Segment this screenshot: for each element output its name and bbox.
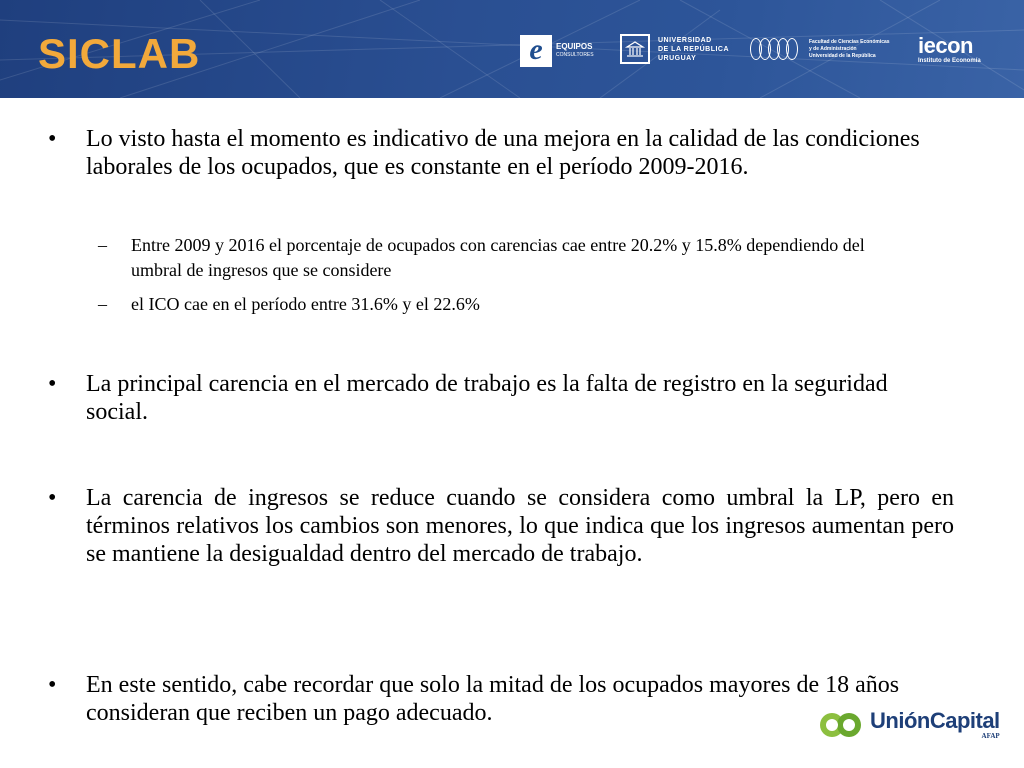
udelar-logo-line2: DE LA REPÚBLICA: [658, 45, 730, 53]
sub-item-1: [98, 233, 918, 283]
bullet-text: Lo visto hasta el momento es indicativo de una mejora en la calidad de las condiciones laborales de los ocupados, que es constante en el período 2009-2016.: [86, 126, 920, 180]
iecon-logo: [918, 34, 981, 64]
iecon-logo-line1: iecon: [918, 33, 973, 58]
equipos-consultores-logo: [520, 34, 594, 68]
udelar-logo-line1: UNIVERSIDAD: [658, 36, 712, 44]
union-capital-sub: AFAP: [981, 732, 1000, 740]
bullet-mark: •: [48, 672, 57, 698]
equipos-e-icon: e: [520, 35, 552, 67]
udelar-logo-line3: URUGUAY: [658, 54, 697, 62]
sub-item-mark: –: [98, 294, 107, 314]
iecon-logo-line2: Instituto de Economía: [918, 58, 981, 64]
fcea-rings-icon: [750, 38, 795, 60]
bullet-mark: •: [48, 371, 57, 397]
sub-item-text: Entre 2009 y 2016 el porcentaje de ocupados con carencias cae entre 20.2% y 15.8% dependiendo del umbral de ingresos que se considere: [131, 235, 865, 280]
bullet-text: La carencia de ingresos se reduce cuando se considera como umbral la LP, pero en términos relativos los cambios son menores, lo que indica que los ingresos aumentan pero se mantiene la desigualdad dentro del mercado de trabajo.: [86, 485, 954, 567]
header-banner: [0, 0, 1024, 98]
udelar-logo: [620, 34, 729, 64]
union-capital-emblem-icon: [818, 710, 864, 740]
fcea-logo-line2: y de Administración: [809, 45, 857, 52]
bullet-text: La principal carencia en el mercado de trabajo es la falta de registro en la seguridad social.: [86, 371, 888, 425]
fcea-logo: [750, 38, 890, 60]
bullet-item-3: [48, 484, 954, 568]
university-seal-icon: [620, 34, 650, 64]
fcea-logo-line1: Facultad de Ciencias Económicas: [809, 38, 890, 45]
sub-item-mark: –: [98, 235, 107, 255]
sub-item-text: el ICO cae en el período entre 31.6% y el 22.6%: [131, 294, 480, 314]
bullet-mark: •: [48, 126, 57, 152]
bullet-mark: •: [48, 485, 57, 511]
bullet-text: En este sentido, cabe recordar que solo la mitad de los ocupados mayores de 18 años consideran que reciben un pago adecuado.: [86, 672, 900, 726]
bullet-item-1: [48, 125, 954, 181]
union-capital-logo: [818, 710, 1000, 740]
equipos-logo-line1: EQUIPOS: [556, 42, 593, 51]
fcea-logo-line3: Universidad de la República: [809, 52, 876, 59]
union-capital-name: UniónCapital: [870, 708, 1000, 733]
equipos-logo-line2: CONSULTORES: [556, 52, 594, 58]
siclab-brand-title: SICLAB: [38, 30, 201, 77]
bullet-item-2: [48, 370, 954, 426]
sub-item-2: [98, 292, 918, 317]
